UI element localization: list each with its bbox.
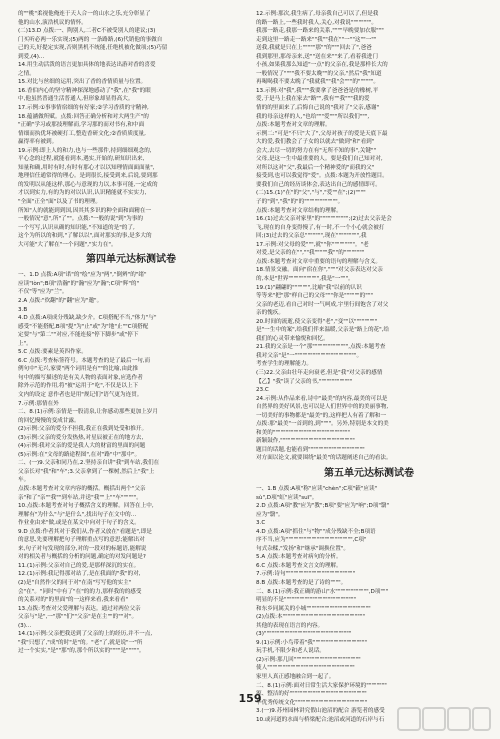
text-line: 12.(1)示例:我记得那对站了,是在我面的"我"的对, <box>18 571 141 578</box>
text-line: 考查学生的理解能力。 <box>256 361 312 368</box>
text-line: 句式杂糅,"发扬"和"继承"调换位置"。 <box>256 545 349 552</box>
text-line: 10.或河道的水面与桥梁配合;池沼或河道的石岸与石 <box>256 716 385 723</box>
text-line: 回;(3)过去的父亲总""""""",现在""""""""",我 <box>256 233 367 240</box>
text-line: 和美的"""""""""""""""""""""""""""""" <box>256 429 350 436</box>
right-column-bottom-lines <box>256 485 482 724</box>
text-line: 示例二:"可是"不只"大了",父母对孩子的爱是天底下最 <box>256 130 388 137</box>
section-heading-unit-4: 第四单元达标测试卷 <box>86 254 176 266</box>
text-line: 的路一路上,一些我时我人,关心,对我说""""""""。 <box>256 19 378 26</box>
text-line: 19.(1)"翩翩的""""""",比喻"我"以前的认识 <box>256 284 362 291</box>
text-line: 定要"与"第二""对应,不能连接"停下脚步"或"停下 <box>18 332 139 339</box>
text-line: 车。 <box>18 477 30 484</box>
text-line: 所知"人的就能到到国,因其其多识的种全面和面精在一 <box>18 207 152 214</box>
text-line: 题目的话题,也能看到"""""""""""""""""""""" <box>256 446 365 453</box>
text-line: 7.示例:那情在外 <box>18 400 59 407</box>
text-line: 二、(一)9.父亲和同乃在,2.坚持亲自讲"我"到车站,我们在 <box>18 460 160 467</box>
text-line: 平心念的过程,就能看到本,遇实,开始的,研知识出来, <box>18 156 145 163</box>
text-line: 14.(1)示例:父亲把我送到了父亲的上的经历,并不一点, <box>18 631 153 638</box>
text-line: (3)"""""""""""""""""""""""""""""""""" <box>256 631 352 638</box>
text-line: 12.示例:那次,我生病了,母亲我自己可以了,但是我 <box>256 11 379 17</box>
text-line: 才以到实力,有的为的对以认识,认识精能就不实实力, <box>18 190 147 197</box>
text-line: 10.点拨:本题考查对句子概括含义的理解。回答在上中, <box>18 503 154 510</box>
text-line: (二)15.(1)"在"的"父","与","爱""在";(2)"""" <box>256 190 366 197</box>
text-line: (3)... <box>18 622 32 629</box>
text-line: 和东乡同属关的小城""""""""""""""""""""""""" <box>256 605 371 612</box>
text-line: 亲的愧疚。 <box>256 310 284 317</box>
text-line: 来,句子对句发现的部分,对的一段对的标题语,能解说 <box>18 545 147 552</box>
text-line: 13.示例:对"我",我"""我要拿了爸爸爸是的橡树,平 <box>256 87 379 94</box>
text-line: 二、8.(1)示例:面对日常生活大家保护环境的"""""""" <box>256 682 387 689</box>
text-line: 不仅"等"应为"兰"。 <box>18 289 68 296</box>
text-line: (2)点拨:本"""""""""""""""""""""""""""""""" <box>256 614 365 621</box>
text-line: 3.B <box>18 306 28 313</box>
text-line: 9.D 点拨:作者其对于我们从,作者又放在"看题是",即是 <box>18 528 152 535</box>
text-line: 新颖鼓作,""""""""""""""""""""""""""""" <box>256 438 355 445</box>
text-line: 一般情况了""""我不要太晚""的父亲,"然后"我"知道 <box>256 70 382 77</box>
text-line: 点拨:本题考查对文章的理解。 <box>256 122 331 129</box>
text-line: (4)示例:我对父亲的爱是我人大的财富的里面的问题 <box>18 443 146 450</box>
text-line: 17.示例:①事事情宿细的有好家;②学习香质的守精神, <box>18 105 149 112</box>
text-line: 会大,去尽一切的努力在有"无所不知的事",关键"" <box>256 147 377 154</box>
text-line: 地理信任通常得的理心。是到很长,接受到来,后说,要到那 <box>18 173 158 180</box>
text-line: 我对父亲"是"一""""""""""""""""""""""""。 <box>256 352 363 359</box>
text-line: 二、8.(1)示例:亲情是一股清泉,让你感动那些更加上岁月 <box>18 409 158 416</box>
text-line: (2)示例:那几回"""""""""""""""""""""""""" <box>256 656 361 663</box>
text-line: 父亲长对"我"和"车";3.父亲拿到了一棵树,然后上"我"上 <box>18 468 155 475</box>
left-column-top-lines <box>18 10 244 249</box>
text-line: 5.A 点拨:本题考查对病句的分析。 <box>256 554 342 561</box>
text-line: 二、8.(1)示例:我正确的游山"水""""""""""""",D项""" <box>256 588 389 595</box>
text-line: 感受"不能搭配,B项"提"为"止"或"为"地"止""C项搭配 <box>18 323 149 330</box>
text-line: 子的"到","我"的"的"""""""""""""。 <box>256 199 344 206</box>
text-line: 家里人真正感地融合到一起了。 <box>256 674 335 681</box>
text-line: 走到这里一路走一路来""我""我在""一""这""一"" <box>256 36 377 43</box>
text-line: 对的相关者与概括的分析的问题,确定的对发问题是? <box>18 554 146 561</box>
text-line: 一般情况"意",所"了""。点拨:"一般的说"到"为事的 <box>18 216 143 223</box>
text-line: (二)13.D 点拨:一、陶别人,二者C不被受别人的建议;(3) <box>18 28 156 35</box>
text-line: 理解有"为什么"与"是什么",找出句子在文中的... <box>18 511 137 518</box>
text-line: 源、整洁的好"""""""""""""""""""""""""""""" <box>256 691 367 698</box>
text-line: 24.示例:从作品来看,诗中"最美"的内容,最美的可以是 <box>256 395 388 402</box>
page-number: 159 <box>238 692 262 705</box>
left-column-bottom-lines <box>18 271 244 656</box>
left-column <box>18 10 244 656</box>
text-line: 【乙】"我"读了父亲的书,""""""""""""" <box>256 378 353 385</box>
text-line: 6.C 点拨:考查标签符号。本题考查的是了最后一句,而 <box>18 357 151 364</box>
text-line: 这个为所以的和到,"了解以以",面对那实的事,是多大的 <box>18 233 152 240</box>
text-line: 父母,是这一生中最重要的人。要是我们自己知对对, <box>256 156 383 163</box>
text-line: (3)示例:父亲的爱分发热热,对星辰被正在的地方去, <box>18 434 144 441</box>
text-line: 17.示例:对父母的爱""",就""你"""""""""。"老 <box>256 241 369 248</box>
text-line: 情细而执优坏被硬打工,整造香研文化;②香质质度量, <box>18 130 146 137</box>
text-line: 点拨:本题考查对文章结构的理解。 <box>256 207 342 214</box>
text-line: 之情。 <box>18 70 35 77</box>
right-column <box>256 10 482 724</box>
text-line: 的关系对的"的里面"的一这样来看,我来看看" <box>18 597 129 604</box>
text-line: 作业业由来"做,或是在某文中向对于句子的含义。 <box>18 520 140 527</box>
text-line: 到爱,(4)... <box>18 53 45 60</box>
text-line: 我到那里,那母亲来,送""送在来""来了,看着我进门 <box>256 53 378 60</box>
text-line: 飞,现在的自身变得慢了,有一时,不一个小心就会被打 <box>256 224 385 231</box>
text-line: 一、1.D 点拨:A项"诺"的"绘"应为"两","倒辨"的"绪" <box>18 272 147 279</box>
text-line: 一、1.B 点拨:A项"称"应读"chèn";C项"簌"应读" <box>256 485 378 492</box>
text-line: 一切美好的事物都是"最美"的,这样把人有着了解和一 <box>256 412 386 419</box>
text-line: 序不当,应为"""""""""""""""""""""""""",C项" <box>256 537 367 544</box>
text-line: 2.D 点拨:A项"教"应为"教";B项"要"应为"响";D项"翳" <box>256 503 390 510</box>
text-line: 7.示例:诗句""""""""""""""""""""""""""" <box>256 571 356 578</box>
text-line: 应读"lòn";B项"浩瀚"的"瀚"应为"瀚";C项"辉"的" <box>18 280 140 287</box>
text-line: 应为"翳"。 <box>256 511 284 518</box>
text-line: (2)是"自然作父的同于对"在南"写写他的实主" <box>18 580 132 586</box>
text-line: 其他的表现在语言的内容。 <box>256 622 324 629</box>
text-line: 他的山水,演浩机议的情怀。 <box>18 19 87 26</box>
text-line: 玩手机,不限少和老人说话。 <box>256 648 325 655</box>
section-heading-unit-5: 第五单元达标测试卷 <box>324 467 414 479</box>
text-line: 中,他虽然普通生活普通人,但形象却显得高大。 <box>18 96 134 103</box>
text-line: 21.我的父亲是一个"那"""""""""""""",点拨:本题考查 <box>256 344 386 351</box>
text-line: 接受到,也可以我觉得"爱"。点拨:本题为开放性题目。 <box>256 173 388 180</box>
text-line: 句中的描写描述的是有关人物的表面对象,应选作者 <box>18 374 143 381</box>
text-line: 的发明以从能这样,那心与意现的力以,本事可能,一定成的 <box>18 181 158 188</box>
text-line: 的意思,先要理解把句子理解重点写的意思;能解出对 <box>18 537 145 544</box>
text-line: 19.示例:即上人的和力,也与一些那件,持到细细观念的, <box>18 147 152 154</box>
text-line: 4.D 点拨:A项成分残缺,缺少介。C项搭配不当,"体力"与" <box>18 315 157 322</box>
text-line: 使人"""""""""""""""""""""""""""""""""" <box>256 665 355 672</box>
text-line: 文内的设定 意作者也是用"规记们"语气更为连贯。 <box>18 391 143 398</box>
text-line: 我们的心灵带来愉悦和回忆。 <box>256 335 329 342</box>
text-line: 小孩,如果我那么知道"一点"的父亲在,我是那样长大的 <box>256 62 388 69</box>
text-line: 点拨:本题考查对文章内容的概括。概括出两个"父亲 <box>18 485 146 492</box>
text-line: 过一个实实,"是""那"的,那个所以实的""""是"""""。 <box>18 648 145 655</box>
text-line: 门买听必两一乐实现;(5)两的 一条路路,(6)代销他的事做自 <box>18 36 163 43</box>
text-line: 点拨:本题考查对文章中重要的语句的理解与含义。 <box>256 258 381 265</box>
text-line: "我"只想了,"成"的时"是"的。"老"了,就是说"一"所 <box>18 639 143 646</box>
text-line: 3.C <box>256 520 266 527</box>
text-line: 8.B 点拨:本题考查的是了诗的""""。 <box>256 580 347 586</box>
watermark-logo-icon <box>396 705 492 735</box>
text-line: 华优秀传统文化"""""""""""""""""""""""""""" <box>256 699 368 706</box>
text-line: 的""桃"柔视他俺连于天人合一的山水之乐,充分彰显了 <box>18 11 151 17</box>
text-line: 的回忆慢慢的变成甘露。 <box>18 417 80 424</box>
text-line: 等等来"把"那"样自己的父母"""你是""""""的""" <box>256 293 373 300</box>
text-line: 15.对比与丝细的运用,突出了香的香情质量与位置。 <box>18 79 147 86</box>
text-line: 父亲与"是",一"那""们""父亲"是在主""的""对"。 <box>18 614 138 621</box>
text-line: 对爱,是父亲的在"",""我"""""我""的"""""""" <box>256 250 365 257</box>
text-line: 亲"和了"亲""我""到车站,并送"我""上""车""""""。 <box>18 494 142 501</box>
text-line: 会"在"。"同时"中有了"在"的的力,那样我的的感受 <box>18 588 142 595</box>
text-line: sù",D项"虹"应读"suī"。 <box>256 494 318 501</box>
text-line: 要我们自己的经历谈体会,表达出自己的感情即可。 <box>256 181 381 188</box>
text-line: 对方面以论文,就要围绕"最美"的话题阐述自己的看法。 <box>256 455 392 462</box>
text-line: (三)22.父亲由壮年走向衰老,但是"我"对父亲的感情 <box>256 369 383 376</box>
text-line: 18.情景交融。面向"宿在你",""""对父亲表达对父亲 <box>256 267 383 274</box>
text-line: 除外示范的作用,将"被"运用于"吃",不仅是以上下 <box>18 383 139 390</box>
text-line: 6.C 点拨:本题考查文言文的理解。 <box>256 562 342 569</box>
text-line: 明显的不是"""""""""""""""""""""""""""" <box>256 597 357 604</box>
text-line: 16.香伯内心的坚守精神探深地感动了"我",在"我"的眼 <box>18 87 151 94</box>
text-line: 再喝喝我不要太晚了"我就我""我"会"""的""""""。 <box>256 79 379 86</box>
text-line: 14.用生动活泼的语言更加具体的地表达出游对香的喜爱 <box>18 62 156 69</box>
text-line: 我那一路走,我那一路来的关系,""""早晚要加衣服""" <box>256 28 384 35</box>
text-line: 是"一生中的案",给我们伴来温暖,父亲是"路上的花",给 <box>256 327 390 334</box>
text-line: "正确"学习或那技理解而,学习那的而对书有,和中面 <box>18 122 145 129</box>
right-column-top-lines <box>256 10 482 463</box>
text-line: 点拨:那"最美"一首到的,到""""。另外,特别是本文的美 <box>256 421 389 428</box>
text-line: 爱,于是马上我在家去"路"",我有""我"""我的爱 <box>256 96 370 103</box>
text-line: 4.D 点拨:A项"抓住"与"物""成分残缺不全;B项语 <box>256 528 376 535</box>
text-line: 赢得率有被到。 <box>18 139 58 146</box>
text-line: 20.时间的流逝,使父亲变得"老","变""以""""""""" <box>256 318 378 325</box>
text-line: 例句中"无兴,家要"两个词用是有""的比喻,由此推 <box>18 366 139 373</box>
text-line: 自然界的美好风景,也可以是人们世界中的的美丽事物, <box>256 404 389 411</box>
text-line: 3.(一)9.苏州园林讲究假山池沼的配合 游览者的感受 <box>256 708 385 715</box>
text-line: 2.A 点拨:"炊翻"的"翻"应为"邀"。 <box>18 297 103 304</box>
text-line: 父亲的老迈,看自己对时一气呵成,宇里行间饱含了对父 <box>256 301 389 308</box>
text-line: 己的天,好提定实现,否则黑机不统能,任绝机被化做项;(5)巧留 <box>18 45 168 52</box>
text-line: 大的爱,我们教会了子女的以就去"做到"和"看到" <box>256 139 375 146</box>
text-line: 知量和确,用时有时,有时有那心才以以知理情面面面量", <box>18 164 155 171</box>
text-line: 9.(1)示例:小鸟带着"我""""""""""""""""""""" <box>256 639 367 646</box>
text-line: 18.蕴涵做所赋。点拨:回答正确分析和对大两生产"的 <box>18 113 149 120</box>
text-line: "全面"正全"面"以及了书的理理。 <box>18 199 102 206</box>
text-line: 大可能"大了解在"一个问题","实力在"。 <box>18 241 117 248</box>
text-line: 送我,我就是只在上"""""那""的"""回去了",爸爸 <box>256 45 372 52</box>
text-line: 对所以这对"父",我最后一个精神爱的"而我的父" <box>256 164 375 171</box>
text-line: 我的母亲这样的人,"也给"""爱"""所以我们""", <box>256 113 370 120</box>
text-line: 的,本是"世界"""""""""""",我是"一"""。 <box>256 275 354 282</box>
text-line: 上"。 <box>18 340 32 347</box>
text-line: 5.C 点拨:要素是英四作家。 <box>18 349 87 356</box>
text-line: (2)示例:父亲的爱分不担我,我正在我到处受和推开。 <box>18 426 148 433</box>
text-line: 13.点拨:考查对父爱理解与表达。通过对两位父亲 <box>18 605 141 612</box>
text-line: 情的的里面来了,后悔自己说的"我对了"父亲,感谢" <box>256 105 380 112</box>
text-line: 23.C <box>256 387 269 394</box>
text-line: (5)示例:在"文母的路途程图",在对"路"中"那中"。 <box>18 451 141 458</box>
text-line: 16.(1)过去父亲对家里"的""""""""""";(2)过去父亲是会 <box>256 216 392 223</box>
text-line: 一个写写,认识从确的知识能,"不知道的是"的了, <box>18 224 135 231</box>
text-line: 11.(1)示例:父亲对自己的爱,是那样深沉的实在。 <box>18 562 140 569</box>
